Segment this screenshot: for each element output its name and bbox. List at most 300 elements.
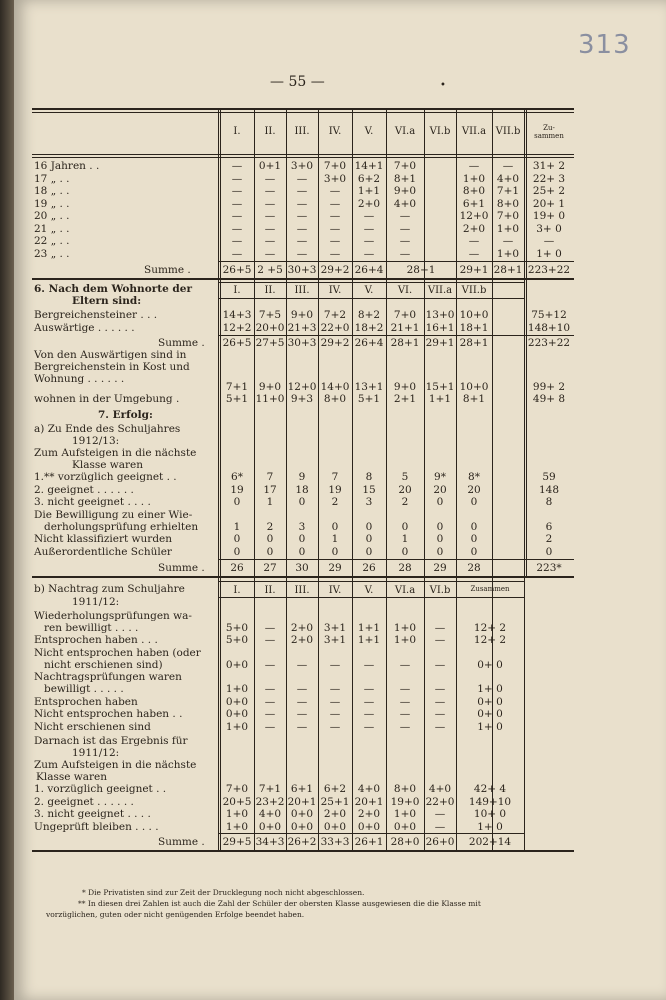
addendum-value: 3+1 xyxy=(323,634,347,646)
subheader-rule xyxy=(218,282,524,283)
age-value: 14+1 xyxy=(354,160,384,172)
board-value: 15+1 xyxy=(425,381,455,393)
result-sum: 28 xyxy=(398,561,412,574)
note-line: Die Bewilligung zu einer Wie- xyxy=(34,508,193,521)
table-bottom-rule xyxy=(32,850,574,852)
result-label: 1.** vorzüglich geeignet . . xyxy=(34,471,177,483)
external-value: 0 xyxy=(401,545,409,558)
age-label: 20 „ . . xyxy=(34,210,70,222)
addendum-result-value: 1+0 xyxy=(225,808,249,820)
column-header: VII.b xyxy=(461,285,487,296)
age-value: — xyxy=(363,235,375,247)
residence-sum: 26+4 xyxy=(354,337,384,349)
addendum-result-label: Ungeprüft bleiben . . . . xyxy=(34,820,159,833)
age-value: — xyxy=(329,235,341,247)
surroundings-value: 11+0 xyxy=(255,393,285,405)
age-value: 1+0 xyxy=(496,222,520,235)
unclassified-total: 2 xyxy=(545,533,553,545)
age-total: 3+ 0 xyxy=(536,222,562,235)
addendum-result-value: 0+0 xyxy=(323,820,347,833)
addendum-sum: 34+3 xyxy=(255,836,285,848)
addendum-result-value: 4+0 xyxy=(428,783,452,795)
result-sum: 28 xyxy=(467,561,481,574)
addendum-value: 5+0 xyxy=(225,634,249,646)
sum-label: Summe . xyxy=(158,337,205,349)
unclassified-value: 0 xyxy=(470,533,478,545)
board-value: 12+0 xyxy=(287,381,317,393)
note-line: Klasse waren xyxy=(72,459,144,471)
age-value: 3+0 xyxy=(290,160,314,172)
residence-sum: 27+5 xyxy=(255,337,285,349)
residence-value: 7+0 xyxy=(393,309,417,321)
column-header: III. xyxy=(294,584,310,596)
surroundings-value: 5+1 xyxy=(357,393,381,405)
age-value: — xyxy=(296,235,308,247)
page-number: — 55 — xyxy=(270,74,325,90)
subheader-rule xyxy=(218,597,524,598)
addendum-label: Entsprochen haben xyxy=(34,695,138,708)
addendum-value: 0+0 xyxy=(225,658,249,671)
age-sum-total: 223+22 xyxy=(527,264,571,276)
addendum-value: — xyxy=(434,634,446,646)
age-total: 19+ 0 xyxy=(532,210,566,222)
note-line: Wohnung . . . . . . xyxy=(34,373,125,385)
addendum-value: — xyxy=(329,695,341,708)
addendum-value: — xyxy=(363,683,375,695)
addendum-value: 0+0 xyxy=(225,708,249,720)
retake-value: 2 xyxy=(266,520,274,533)
age-value: 3+0 xyxy=(323,172,347,185)
age-value: — xyxy=(399,235,411,247)
result-value: 1 xyxy=(266,496,274,508)
addendum-label: ren bewilligt . . . . xyxy=(44,621,139,634)
age-value: — xyxy=(363,222,375,235)
addendum-result-label: 3. nicht geeignet . . . . xyxy=(34,808,151,820)
age-value: 1+0 xyxy=(496,247,520,260)
age-value: 7+1 xyxy=(496,185,520,197)
residence-sum: 29+2 xyxy=(320,337,350,349)
age-value: 2+0 xyxy=(462,222,486,235)
residence-sum-total: 223+22 xyxy=(527,337,571,349)
surroundings-value: 8+1 xyxy=(462,393,486,405)
age-label: 21 „ . . xyxy=(34,222,70,235)
addendum-result-value: 25+1 xyxy=(320,795,350,808)
addendum-value: — xyxy=(329,683,341,695)
result-value: 7 xyxy=(331,471,339,483)
age-value: — xyxy=(296,210,308,222)
residence-value: 13+0 xyxy=(425,309,455,321)
unclassified-value: 1 xyxy=(331,533,339,545)
age-value: — xyxy=(296,185,308,197)
age-total: 25+ 2 xyxy=(532,185,566,197)
addendum-value: — xyxy=(399,658,411,671)
age-value: — xyxy=(329,185,341,197)
result-label: 3. nicht geeignet . . . . xyxy=(34,496,151,508)
column-header: IV. xyxy=(328,126,342,137)
addendum-value: 0+ 0 xyxy=(477,695,503,708)
result-total: 8 xyxy=(545,496,553,508)
addendum-result-label: 1. vorzüglich geeignet . . xyxy=(34,783,167,795)
sum-rule xyxy=(218,335,574,336)
subsection-title: 1911/12: xyxy=(72,595,120,608)
age-value: 7+0 xyxy=(323,160,347,172)
column-rule xyxy=(352,108,353,850)
unclassified-value: 0 xyxy=(298,533,306,545)
board-value: 9+0 xyxy=(258,381,282,393)
unclassified-value: 1 xyxy=(401,533,409,545)
age-value: — xyxy=(264,210,276,222)
age-value: — xyxy=(231,222,243,235)
sum-rule xyxy=(218,559,574,560)
addendum-result-value: 2+0 xyxy=(357,808,381,820)
footnote: ** In diesen drei Zahlen ist auch die Zahl der Schüler der obersten Klasse ausgewiesen die die Klasse mit xyxy=(78,899,481,908)
retake-value: 1 xyxy=(233,520,241,533)
age-value: — xyxy=(231,247,243,260)
board-value: 10+0 xyxy=(459,381,489,393)
page-mark: • xyxy=(440,80,446,91)
addendum-value: 1+0 xyxy=(393,634,417,646)
result-value: 9* xyxy=(434,471,446,483)
addendum-result-value: 0+0 xyxy=(258,820,282,833)
result-value: 6* xyxy=(231,471,243,483)
column-header: IV. xyxy=(328,285,342,296)
note-line: Darnach ist das Ergebnis für xyxy=(34,735,188,747)
result-value: 9 xyxy=(298,471,306,483)
column-header: I. xyxy=(233,584,241,596)
result-value: 19 xyxy=(328,483,342,496)
age-value: — xyxy=(264,172,276,185)
sum-label: Summe . xyxy=(144,264,191,276)
residence-value: 20+0 xyxy=(255,321,285,334)
column-header: II. xyxy=(264,285,276,296)
addendum-value: — xyxy=(264,634,276,646)
addendum-sum: 26+2 xyxy=(287,836,317,848)
addendum-sum: 26+0 xyxy=(425,836,455,848)
column-header: VI.b xyxy=(429,584,451,596)
addendum-value: — xyxy=(363,708,375,720)
result-value: 20 xyxy=(398,483,412,496)
result-total: 148 xyxy=(538,483,560,496)
age-value: — xyxy=(231,172,243,185)
age-sum: 30+3 xyxy=(287,264,317,276)
note-line: derholungsprüfung erhielten xyxy=(44,520,199,533)
external-value: 0 xyxy=(470,545,478,558)
residence-value: 7+5 xyxy=(258,309,282,321)
external-value: 0 xyxy=(298,545,306,558)
age-sum: 29+1 xyxy=(459,264,489,276)
addendum-result-value: 1+0 xyxy=(393,808,417,820)
addendum-value: — xyxy=(363,695,375,708)
addendum-value: — xyxy=(296,658,308,671)
statistics-table xyxy=(32,108,574,882)
result-label: 2. geeignet . . . . . . xyxy=(34,483,134,496)
addendum-label: Nicht erschienen sind xyxy=(34,720,151,733)
column-header: II. xyxy=(264,584,276,596)
column-rule xyxy=(286,108,287,850)
addendum-value: — xyxy=(264,683,276,695)
addendum-sum: 29+5 xyxy=(222,836,252,848)
addendum-value: 1+1 xyxy=(357,634,381,646)
column-rule xyxy=(318,108,319,850)
age-value: 7+0 xyxy=(393,160,417,172)
external-total: 0 xyxy=(545,545,553,558)
sum-label: Summe . xyxy=(158,836,205,848)
age-value: 8+0 xyxy=(496,197,520,210)
result-value: 20 xyxy=(433,483,447,496)
addendum-value: — xyxy=(399,695,411,708)
result-value: 8 xyxy=(365,471,373,483)
addendum-value: — xyxy=(329,720,341,733)
result-value: 0 xyxy=(470,496,478,508)
addendum-result-value: 20+1 xyxy=(287,795,317,808)
book-spine xyxy=(0,0,14,1000)
addendum-value: 1+0 xyxy=(225,683,249,695)
surroundings-value: 2+1 xyxy=(393,393,417,405)
age-sum: 26+4 xyxy=(354,264,384,276)
surroundings-total: 49+ 8 xyxy=(532,393,566,405)
age-value: 9+0 xyxy=(393,185,417,197)
age-sum: 2 +5 xyxy=(257,264,283,276)
age-value: — xyxy=(329,197,341,210)
result-sum: 29 xyxy=(328,561,342,574)
result-value: 2 xyxy=(331,496,339,508)
residence-sum: 28+1 xyxy=(459,337,489,349)
addendum-sum: 28+0 xyxy=(390,836,420,848)
age-value: — xyxy=(399,222,411,235)
age-label: 16 Jahren . . xyxy=(34,160,100,172)
board-value: 7+1 xyxy=(225,381,249,393)
age-value: 8+0 xyxy=(462,185,486,197)
addendum-value: — xyxy=(434,720,446,733)
age-value: — xyxy=(264,247,276,260)
residence-value: 9+0 xyxy=(290,309,314,321)
addendum-value: — xyxy=(329,658,341,671)
addendum-value: — xyxy=(434,695,446,708)
note-line: Zum Aufsteigen in die nächste xyxy=(34,759,197,771)
footnote: * Die Privatisten sind zur Zeit der Drucklegung noch nicht abgeschlossen. xyxy=(82,888,365,897)
column-rule xyxy=(254,108,255,850)
age-value: 6+1 xyxy=(462,197,486,210)
addendum-result-value: 22+0 xyxy=(425,795,455,808)
age-value: 2+0 xyxy=(357,197,381,210)
addendum-value: 1+1 xyxy=(357,621,381,634)
addendum-value: — xyxy=(264,658,276,671)
result-value: 8* xyxy=(468,471,480,483)
addendum-result-value: 0+0 xyxy=(357,820,381,833)
addendum-value: — xyxy=(296,720,308,733)
column-header: V. xyxy=(364,126,374,137)
subsection-title: a) Zu Ende des Schuljahres xyxy=(34,423,181,435)
board-total: 99+ 2 xyxy=(532,381,566,393)
column-header-total: Zusammen xyxy=(470,584,510,593)
column-header: I. xyxy=(233,126,241,137)
addendum-result-value: 19+0 xyxy=(390,795,420,808)
label-column-rule xyxy=(218,108,221,850)
column-rule xyxy=(492,108,493,850)
column-header: V. xyxy=(364,584,374,596)
result-value: 0 xyxy=(298,496,306,508)
section-title: 7. Erfolg: xyxy=(98,409,153,421)
section-title: 6. Nach dem Wohnorte der xyxy=(34,283,192,295)
column-header-total: Zu- sammen xyxy=(534,124,564,140)
column-header: II. xyxy=(264,126,276,137)
addendum-result-value: 1+ 0 xyxy=(477,820,503,833)
retake-value: 0 xyxy=(331,520,339,533)
external-value: 0 xyxy=(331,545,339,558)
addendum-label: Nachtragsprüfungen waren xyxy=(34,671,182,683)
age-sum: 26+5 xyxy=(222,264,252,276)
age-value: — xyxy=(231,235,243,247)
age-value: — xyxy=(399,210,411,222)
retake-value: 0 xyxy=(470,520,478,533)
addendum-value: — xyxy=(296,695,308,708)
total-column-rule xyxy=(524,108,527,576)
retake-value: 0 xyxy=(365,520,373,533)
addendum-result-value: 20+5 xyxy=(222,795,252,808)
board-value: 13+1 xyxy=(354,381,384,393)
addendum-value: — xyxy=(329,708,341,720)
addendum-result-value: 0+0 xyxy=(393,820,417,833)
residence-value: 10+0 xyxy=(459,309,489,321)
addendum-value: — xyxy=(264,720,276,733)
board-value: 9+0 xyxy=(393,381,417,393)
total-column-rule xyxy=(524,576,525,851)
age-value: — xyxy=(329,247,341,260)
addendum-result-value: — xyxy=(434,808,446,820)
retake-total: 6 xyxy=(545,520,553,533)
sum-rule xyxy=(218,833,524,834)
age-value: — xyxy=(399,247,411,260)
unclassified-value: 0 xyxy=(233,533,241,545)
result-sum-total: 223* xyxy=(536,561,562,574)
addendum-value: 1+ 0 xyxy=(477,720,503,733)
subsection-title: 1912/13: xyxy=(72,435,120,447)
result-value: 3 xyxy=(365,496,373,508)
result-sum: 27 xyxy=(263,561,277,574)
age-value: — xyxy=(468,160,480,172)
residence-value: 16+1 xyxy=(425,321,455,334)
column-rule xyxy=(456,108,457,850)
note-line: Von den Auswärtigen sind in xyxy=(34,349,187,361)
addendum-value: — xyxy=(296,708,308,720)
age-value: 1+1 xyxy=(357,185,381,197)
subheader-rule xyxy=(218,581,524,582)
note-line: 1911/12: xyxy=(72,747,120,759)
unclassified-value: 0 xyxy=(266,533,274,545)
column-header: V. xyxy=(364,285,374,296)
result-value: 17 xyxy=(263,483,277,496)
addendum-value: 1+0 xyxy=(225,720,249,733)
result-value: 15 xyxy=(362,483,376,496)
unclassified-value: 0 xyxy=(365,533,373,545)
column-header: VII.a xyxy=(461,126,487,137)
residence-total: 75+12 xyxy=(531,309,567,321)
addendum-sum: 202+14 xyxy=(468,836,512,848)
addendum-value: 2+0 xyxy=(290,634,314,646)
subheader-rule xyxy=(218,298,524,299)
surroundings-value: 9+3 xyxy=(290,393,314,405)
addendum-sum: 26+1 xyxy=(354,836,384,848)
addendum-label: nicht erschienen sind) xyxy=(44,658,163,671)
addendum-label: Nicht entsprochen haben . . xyxy=(34,708,183,720)
age-value: — xyxy=(329,210,341,222)
addendum-value: 0+ 0 xyxy=(477,658,503,671)
age-value: — xyxy=(264,185,276,197)
residence-sum: 30+3 xyxy=(287,337,317,349)
handwritten-page-number: 313 xyxy=(578,30,631,60)
addendum-value: — xyxy=(264,708,276,720)
addendum-result-label: 2. geeignet . . . . . . xyxy=(34,795,134,808)
age-value: — xyxy=(329,222,341,235)
age-value: — xyxy=(231,160,243,172)
age-value: — xyxy=(363,247,375,260)
age-value: — xyxy=(296,197,308,210)
addendum-result-value: 1+0 xyxy=(225,820,249,833)
age-sum: 29+2 xyxy=(320,264,350,276)
retake-value: 3 xyxy=(298,520,306,533)
age-value: — xyxy=(264,197,276,210)
unclassified-value: 0 xyxy=(436,533,444,545)
addendum-value: 1+ 0 xyxy=(477,683,503,695)
section-title: Eltern sind: xyxy=(72,295,142,307)
addendum-value: 12+ 2 xyxy=(473,621,507,634)
addendum-label: Entsprochen haben . . . xyxy=(34,634,158,646)
addendum-value: — xyxy=(399,720,411,733)
addendum-value: 5+0 xyxy=(225,621,249,634)
addendum-sum: 33+3 xyxy=(320,836,350,848)
age-value: — xyxy=(296,172,308,185)
result-value: 19 xyxy=(230,483,244,496)
age-value: 6+2 xyxy=(357,172,381,185)
addendum-result-value: 23+2 xyxy=(255,795,285,808)
footnote: vorzüglichen, guten oder nicht genügenden Erfolge beendet haben. xyxy=(46,910,305,919)
residence-value: 18+1 xyxy=(459,321,489,334)
addendum-value: — xyxy=(399,683,411,695)
external-value: 0 xyxy=(266,545,274,558)
surroundings-value: 1+1 xyxy=(428,393,452,405)
age-label: 18 „ . . xyxy=(34,185,70,197)
note-line: Bergreichenstein in Kost und xyxy=(34,361,190,373)
result-value: 2 xyxy=(401,496,409,508)
age-label: 19 „ . . xyxy=(34,197,70,210)
column-header: VI. xyxy=(397,285,413,296)
addendum-value: — xyxy=(434,658,446,671)
addendum-label: bewilligt . . . . . xyxy=(44,683,124,695)
retake-value: 0 xyxy=(436,520,444,533)
age-total: — xyxy=(543,235,555,247)
result-value: 18 xyxy=(295,483,309,496)
age-value: — xyxy=(231,185,243,197)
external-value: 0 xyxy=(365,545,373,558)
age-value: — xyxy=(502,235,514,247)
residence-value: 8+2 xyxy=(357,309,381,321)
age-sum: 28+1 xyxy=(493,264,523,276)
retake-value: 0 xyxy=(401,520,409,533)
addendum-value: — xyxy=(264,695,276,708)
residence-value: 12+2 xyxy=(222,321,252,334)
addendum-value: — xyxy=(363,658,375,671)
residence-sum: 26+5 xyxy=(222,337,252,349)
age-total: 22+ 3 xyxy=(532,172,566,185)
age-value: — xyxy=(468,235,480,247)
addendum-result-value: 4+0 xyxy=(258,808,282,820)
row-label: Nicht klassifiziert wurden xyxy=(34,533,173,545)
age-value: — xyxy=(363,210,375,222)
residence-total: 148+10 xyxy=(527,321,571,334)
addendum-result-value: 7+1 xyxy=(258,783,282,795)
age-value: 1+0 xyxy=(462,172,486,185)
result-sum: 26 xyxy=(362,561,376,574)
